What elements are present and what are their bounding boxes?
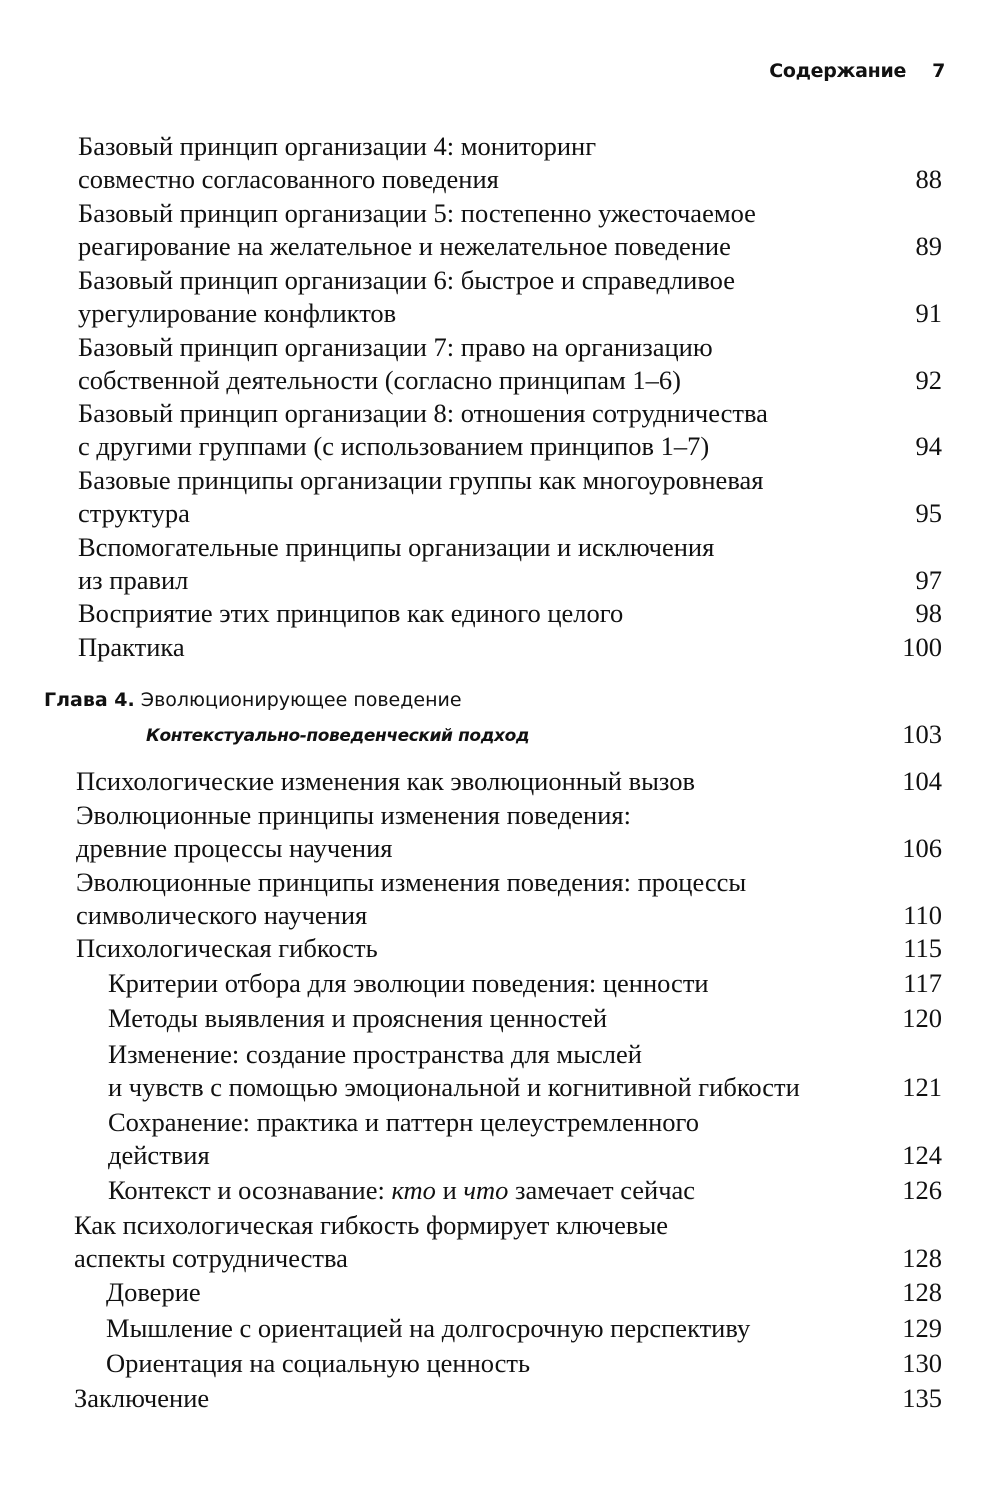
toc-page-number: 95: [915, 498, 942, 528]
toc-page-number: 89: [915, 231, 942, 261]
toc-entry: Доверие 128: [106, 1277, 942, 1307]
chapter-title: Эволюционирующее поведение: [140, 689, 462, 711]
toc-entry: Эволюционные принципы изменения поведения: процессы символического научения 110: [76, 867, 942, 930]
toc-page-number: 130: [902, 1348, 942, 1378]
toc-page-number: 92: [915, 365, 942, 395]
toc-entry: Базовый принцип организации 5: постепенно ужесточаемое реагирование на желательное и нежелательное поведение 89: [78, 198, 942, 261]
toc-entry: Как психологическая гибкость формирует ключевые аспекты сотрудничества 128: [74, 1210, 942, 1273]
toc-entry: Базовые принципы организации группы как многоуровневая структура 95: [78, 465, 942, 528]
toc-page-number: 121: [902, 1072, 942, 1102]
toc-page-number: 88: [915, 164, 942, 194]
toc-entry: Сохранение: практика и паттерн целеустремленного действия 124: [108, 1107, 942, 1170]
toc-entry: Заключение 135: [74, 1383, 942, 1413]
toc-page-number: 97: [915, 565, 942, 595]
toc-page-number: 100: [902, 632, 942, 662]
toc-entry: Методы выявления и прояснения ценностей 120: [108, 1003, 942, 1033]
toc-page-number: 91: [915, 298, 942, 328]
toc-page-number: 120: [902, 1003, 942, 1033]
toc-page-number: 115: [903, 933, 942, 963]
chapter-subtitle: Контекстуально-поведенческий подход: [146, 726, 530, 746]
running-header-title: Содержание: [769, 60, 907, 82]
page-number: 7: [932, 60, 945, 82]
toc-page-number: 117: [903, 968, 942, 998]
toc-page-number: 94: [915, 431, 942, 461]
toc-page-number: 124: [902, 1140, 942, 1170]
toc-page-number: 106: [902, 833, 942, 863]
toc-page-number: 129: [902, 1313, 942, 1343]
toc-page-number: 135: [902, 1383, 942, 1413]
toc-entry: Практика 100: [78, 632, 942, 662]
toc-entry: Вспомогательные принципы организации и исключения из правил 97: [78, 532, 942, 595]
toc-page-number: 98: [915, 598, 942, 628]
running-header: [769, 60, 945, 82]
toc-entry: Психологические изменения как эволюционный вызов 104: [76, 766, 942, 796]
chapter-label: Глава 4.: [44, 689, 135, 711]
toc-entry: Психологическая гибкость 115: [76, 933, 942, 963]
toc-entry: Базовый принцип организации 4: мониторинг совместно согласованного поведения 88: [78, 131, 942, 194]
toc-entry: Эволюционные принципы изменения поведения: древние процессы научения 106: [76, 800, 942, 863]
toc-page-number: 126: [902, 1175, 942, 1205]
toc-page-number: 110: [903, 900, 942, 930]
toc-page-number: 128: [902, 1243, 942, 1273]
toc-entry: Базовый принцип организации 8: отношения сотрудничества с другими группами (с использованием принципов 1–7) 94: [78, 398, 942, 461]
chapter-heading: [44, 688, 462, 712]
toc-page-number: 103: [902, 719, 942, 749]
toc-page-number: 104: [902, 766, 942, 796]
toc-entry: Базовый принцип организации 7: право на организацию собственной деятельности (согласно принципам 1–6) 92: [78, 332, 942, 395]
toc-entry: Контекст и осознавание: кто и что замечает сейчас 126: [108, 1175, 942, 1205]
toc-entry: Ориентация на социальную ценность 130: [106, 1348, 942, 1378]
toc-entry: Базовый принцип организации 6: быстрое и справедливое урегулирование конфликтов 91: [78, 265, 942, 328]
toc-entry: Критерии отбора для эволюции поведения: ценности 117: [108, 968, 942, 998]
toc-entry: Мышление с ориентацией на долгосрочную перспективу 129: [106, 1313, 942, 1343]
toc-page-number: 128: [902, 1277, 942, 1307]
toc-entry: Изменение: создание пространства для мыслей и чувств с помощью эмоциональной и когнитивной гибкости 121: [108, 1039, 942, 1102]
toc-entry: Восприятие этих принципов как единого целого 98: [78, 598, 942, 628]
